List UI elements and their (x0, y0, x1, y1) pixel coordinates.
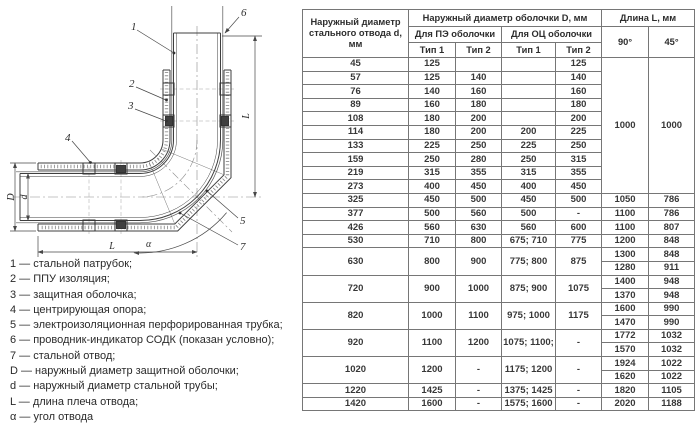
table-cell: 140 (456, 71, 502, 85)
table-row (303, 275, 695, 289)
table-cell: 250 (502, 153, 556, 167)
table-cell: 1100 (456, 302, 502, 329)
table-cell: 1924 (602, 357, 649, 371)
table-cell (502, 58, 556, 72)
legend-item: 4 — центрирующая опора; (10, 303, 147, 316)
table-cell: 800 (456, 234, 502, 248)
table-cell: 450 (556, 180, 602, 194)
table-cell: 1022 (649, 370, 695, 384)
table-row (303, 248, 695, 262)
table-cell: 875 (556, 248, 602, 275)
table-cell: 1075; 1100; (502, 329, 556, 356)
table-cell: 225 (502, 139, 556, 153)
table-cell: 530 (303, 234, 409, 248)
sodk-wires (16, 6, 223, 223)
table-cell: 948 (649, 275, 695, 289)
table-cell: 250 (556, 139, 602, 153)
table-cell: 1375; 1425 (502, 384, 556, 398)
elbow-technical-drawing (0, 0, 302, 258)
table-cell: 250 (456, 139, 502, 153)
callout-2: 2 (129, 78, 135, 90)
table-cell: 450 (409, 193, 456, 207)
callout-6: 6 (241, 7, 247, 19)
callout-5: 5 (240, 215, 246, 227)
table-cell: 160 (409, 98, 456, 112)
table-cell: 159 (303, 153, 409, 167)
table-cell: 820 (303, 302, 409, 329)
table-row (303, 234, 695, 248)
legend-item: L — длина плеча отвода; (10, 395, 139, 408)
table-cell: 500 (556, 193, 602, 207)
callout-3: 3 (128, 100, 134, 112)
table-cell: 200 (456, 125, 502, 139)
table-cell: 315 (556, 153, 602, 167)
elbow-drawing-svg (0, 0, 302, 258)
table-row (303, 384, 695, 398)
legend-item: 6 — проводник-индикатор СОДК (показан условно); (10, 334, 275, 347)
dimensions-table (302, 9, 695, 411)
table-cell: - (456, 384, 502, 398)
table-cell: 1772 (602, 329, 649, 343)
table-cell: 1050 (602, 193, 649, 207)
table-cell: 200 (502, 125, 556, 139)
callout-leaders (72, 17, 239, 245)
table-cell: 1200 (409, 357, 456, 384)
table-cell: 355 (556, 166, 602, 180)
table-cell: 775 (556, 234, 602, 248)
table-row (303, 357, 695, 371)
table-row (303, 193, 695, 207)
steel-pipe (20, 33, 221, 221)
legend-item: 1 — стальной патрубок; (10, 258, 133, 270)
table-cell: 1220 (303, 384, 409, 398)
table-cell: 848 (649, 234, 695, 248)
table-cell: 114 (303, 125, 409, 139)
header-length: Длина L, мм (602, 10, 695, 27)
table-cell: 280 (456, 153, 502, 167)
table-cell: 990 (649, 302, 695, 316)
table-cell: 875; 900 (502, 275, 556, 302)
table-cell: 1600 (602, 302, 649, 316)
table-cell (502, 112, 556, 126)
table-cell: - (556, 397, 602, 411)
table-header (303, 10, 695, 58)
legend-item: D — наружный диаметр защитной оболочки; (10, 365, 239, 378)
header-oc-shell: Для ОЦ оболочки (502, 27, 602, 43)
table-cell: 1000 (602, 58, 649, 194)
casing-shell (38, 70, 231, 231)
table-cell (502, 71, 556, 85)
table-cell: 1000 (409, 302, 456, 329)
table-cell: 560 (502, 221, 556, 235)
table-cell: 125 (409, 58, 456, 72)
table-cell: 325 (303, 193, 409, 207)
table-cell: 786 (649, 207, 695, 221)
table-cell: 140 (556, 71, 602, 85)
header-pe-shell: Для ПЭ оболочки (409, 27, 502, 43)
table-cell: 1200 (456, 329, 502, 356)
table-cell: 1370 (602, 289, 649, 303)
table-cell: 807 (649, 221, 695, 235)
table-cell: 89 (303, 98, 409, 112)
table-cell: 990 (649, 316, 695, 330)
table-cell: 273 (303, 180, 409, 194)
table-cell: 1470 (602, 316, 649, 330)
table-cell: 160 (456, 85, 502, 99)
table-cell: 1575; 1600 (502, 397, 556, 411)
table-cell: 920 (303, 329, 409, 356)
table-cell: 315 (502, 166, 556, 180)
table-cell: 250 (409, 153, 456, 167)
table-cell: 948 (649, 289, 695, 303)
table-cell: 125 (409, 71, 456, 85)
table-cell: 710 (409, 234, 456, 248)
table-cell: 125 (556, 58, 602, 72)
header-45deg: 45° (649, 27, 695, 58)
table-cell: - (456, 397, 502, 411)
legend-item: 5 — электроизоляционная перфорированная трубка; (10, 319, 283, 332)
table-cell: 600 (556, 221, 602, 235)
table-cell: - (556, 357, 602, 384)
table-cell: 1000 (649, 58, 695, 194)
callout-numbers (65, 7, 247, 253)
table-cell: 1032 (649, 329, 695, 343)
table-cell: - (556, 329, 602, 356)
table-row (303, 221, 695, 235)
table-cell: 1100 (409, 329, 456, 356)
dim-length-horizontal: L (109, 241, 115, 252)
table-cell: 720 (303, 275, 409, 302)
dim-length-vertical: L (241, 113, 252, 119)
table-cell: 911 (649, 261, 695, 275)
table-cell: 630 (303, 248, 409, 275)
table-cell: 900 (456, 248, 502, 275)
table-cell: 450 (502, 193, 556, 207)
header-pe-type2: Тип 2 (456, 43, 502, 58)
table-cell: 219 (303, 166, 409, 180)
table-cell: 848 (649, 248, 695, 262)
table-cell: 180 (556, 98, 602, 112)
table-cell: 400 (502, 180, 556, 194)
table-cell: 1022 (649, 357, 695, 371)
table-cell: 1300 (602, 248, 649, 262)
table-cell: 225 (556, 125, 602, 139)
table-cell: 180 (456, 98, 502, 112)
dim-pipe-diameter: d (19, 194, 30, 200)
table-cell: 975; 1000 (502, 302, 556, 329)
header-shell-diameter: Наружный диаметр оболочки D, мм (409, 10, 602, 27)
table-cell: 76 (303, 85, 409, 99)
table-cell: 1100 (602, 221, 649, 235)
table-cell: - (556, 207, 602, 221)
table-cell: 200 (556, 112, 602, 126)
table-cell: 1600 (409, 397, 456, 411)
table-cell: 786 (649, 193, 695, 207)
table-cell: 140 (409, 85, 456, 99)
table-cell: 426 (303, 221, 409, 235)
table-cell: 1620 (602, 370, 649, 384)
table-cell: 500 (409, 207, 456, 221)
table-cell: 180 (409, 125, 456, 139)
legend-item: 2 — ППУ изоляция; (10, 273, 110, 286)
table-cell: 57 (303, 71, 409, 85)
table-row (303, 58, 695, 72)
table-cell: 1000 (456, 275, 502, 302)
table-cell: 1420 (303, 397, 409, 411)
table-cell: 500 (502, 207, 556, 221)
table-cell: 775; 800 (502, 248, 556, 275)
dim-angle: α (146, 239, 152, 250)
table-cell: - (556, 384, 602, 398)
table-cell: 1175; 1200 (502, 357, 556, 384)
table-row (303, 329, 695, 343)
table-cell: 1570 (602, 343, 649, 357)
table-cell: - (456, 357, 502, 384)
table-cell: 1100 (602, 207, 649, 221)
table-cell: 400 (409, 180, 456, 194)
legend-item: α — угол отвода (10, 410, 94, 423)
table-cell: 500 (456, 193, 502, 207)
table-cell: 200 (456, 112, 502, 126)
table-cell: 1400 (602, 275, 649, 289)
table-cell: 108 (303, 112, 409, 126)
header-oc-type1: Тип 1 (502, 43, 556, 58)
table-cell: 900 (409, 275, 456, 302)
legend-item: d — наружный диаметр стальной трубы; (10, 380, 218, 393)
table-cell: 180 (409, 112, 456, 126)
table-cell (456, 58, 502, 72)
table-cell: 1820 (602, 384, 649, 398)
table-cell: 225 (409, 139, 456, 153)
table-cell: 315 (409, 166, 456, 180)
table-cell: 1175 (556, 302, 602, 329)
legend-item: 3 — защитная оболочка; (10, 288, 137, 301)
table-cell: 1200 (602, 234, 649, 248)
legend (10, 257, 302, 425)
table-cell: 800 (409, 248, 456, 275)
header-90deg: 90° (602, 27, 649, 58)
table-cell: 377 (303, 207, 409, 221)
header-steel-diameter: Наружный диаметр стального отвода d, мм (303, 10, 409, 58)
table-row (303, 397, 695, 411)
table-cell: 450 (456, 180, 502, 194)
table-cell: 160 (556, 85, 602, 99)
table-cell (502, 85, 556, 99)
table-cell: 560 (456, 207, 502, 221)
table-cell: 560 (409, 221, 456, 235)
table-body (303, 58, 695, 411)
table-cell: 1105 (649, 384, 695, 398)
header-pe-type1: Тип 1 (409, 43, 456, 58)
header-oc-type2: Тип 2 (556, 43, 602, 58)
callout-7: 7 (240, 241, 246, 253)
legend-item: 7 — стальной отвод; (10, 349, 116, 362)
table-cell: 355 (456, 166, 502, 180)
table-cell: 1032 (649, 343, 695, 357)
callout-1: 1 (131, 21, 137, 33)
table-row (303, 207, 695, 221)
table-cell: 1188 (649, 397, 695, 411)
callout-4: 4 (65, 132, 71, 144)
table-cell: 1280 (602, 261, 649, 275)
table-cell: 630 (456, 221, 502, 235)
table-cell: 1075 (556, 275, 602, 302)
table-cell: 1020 (303, 357, 409, 384)
table-row (303, 302, 695, 316)
table-cell: 133 (303, 139, 409, 153)
table-cell: 675; 710 (502, 234, 556, 248)
table-cell: 2020 (602, 397, 649, 411)
dim-shell-diameter: D (6, 193, 17, 201)
casing-texture (40, 72, 228, 228)
table-cell: 1425 (409, 384, 456, 398)
table-cell: 45 (303, 58, 409, 72)
table-cell (502, 98, 556, 112)
